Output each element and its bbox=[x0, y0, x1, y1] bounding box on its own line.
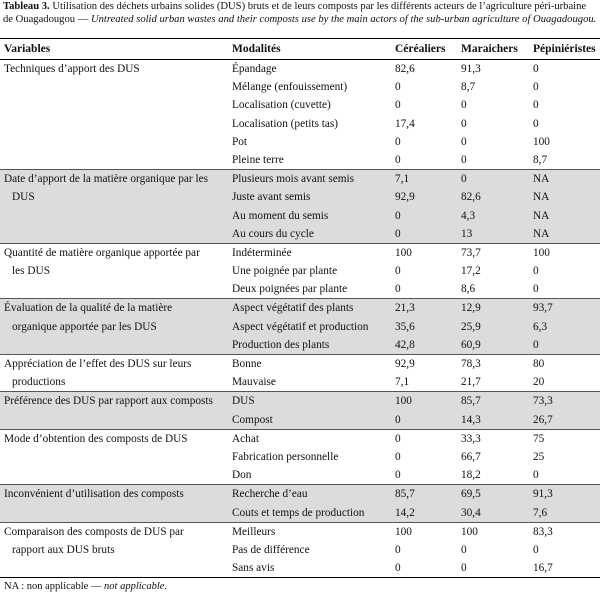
table-row bbox=[0, 485, 600, 504]
table-row bbox=[0, 280, 600, 299]
maraichers-cell: 60,9 bbox=[457, 336, 529, 355]
maraichers-cell: 78,3 bbox=[457, 355, 529, 374]
pepinieristes-cell: 0 bbox=[533, 99, 539, 112]
maraichers-cell: 85,7 bbox=[457, 392, 529, 411]
modalite-cell: Compost bbox=[228, 411, 391, 430]
maraichers-cell: 12,9 bbox=[457, 299, 529, 318]
cerealiers-cell: 92,9 bbox=[391, 188, 457, 206]
header-cerealiers: Céréaliers bbox=[391, 39, 457, 60]
table-row bbox=[0, 188, 600, 206]
cerealiers-cell: 0 bbox=[395, 153, 401, 166]
modalite-cell: Bonne bbox=[228, 355, 391, 374]
cerealiers-cell: 0 bbox=[395, 283, 401, 296]
pepinieristes-cell: 0 bbox=[533, 117, 539, 130]
pepinieristes-cell: NA bbox=[529, 188, 600, 206]
pepinieristes-cell: 25 bbox=[533, 450, 545, 463]
cerealiers-cell: 100 bbox=[391, 243, 457, 262]
modalite-cell: Épandage bbox=[232, 63, 277, 75]
table-row bbox=[0, 448, 600, 466]
footnote-en: not applicable. bbox=[104, 581, 168, 593]
empty-cell bbox=[0, 504, 228, 523]
pepinieristes-cell: 91,3 bbox=[529, 485, 600, 504]
maraichers-cell: 30,4 bbox=[457, 504, 529, 523]
pepinieristes-cell: 20 bbox=[533, 376, 545, 389]
variable-cell: Inconvénient d’utilisation des composts bbox=[0, 485, 228, 504]
maraichers-cell: 13 bbox=[457, 225, 529, 244]
maraichers-cell: 73,7 bbox=[457, 243, 529, 262]
modalite-cell: Meilleurs bbox=[228, 522, 391, 541]
maraichers-cell: 4,3 bbox=[457, 207, 529, 225]
maraichers-cell: 0 bbox=[461, 135, 467, 148]
modalite-cell: Pot bbox=[232, 135, 248, 148]
modalite-cell: Achat bbox=[228, 429, 391, 448]
data-table bbox=[0, 38, 600, 577]
modalite-cell: Localisation (cuvette) bbox=[232, 99, 331, 112]
modalite-cell: Indéterminée bbox=[228, 243, 391, 262]
table-row bbox=[0, 559, 600, 577]
modalite-cell: Couts et temps de production bbox=[228, 504, 391, 523]
caption-text-fr: Utilisation des déchets urbains solides (DUS) bruts et de leurs composts par les différents acteurs de l’agriculture péri-urbaine de Ouagadougou — bbox=[3, 1, 587, 25]
maraichers-cell: 18,2 bbox=[461, 469, 481, 482]
pepinieristes-cell: 26,7 bbox=[529, 411, 600, 430]
header-pepinieristes: Pépiniéristes bbox=[529, 39, 600, 60]
table-row bbox=[0, 262, 600, 280]
maraichers-cell: 100 bbox=[457, 522, 529, 541]
empty-cell bbox=[0, 78, 228, 96]
maraichers-cell: 25,9 bbox=[457, 318, 529, 336]
empty-cell bbox=[0, 559, 228, 577]
pepinieristes-cell: 0 bbox=[533, 543, 539, 556]
maraichers-cell: 82,6 bbox=[457, 188, 529, 206]
empty-cell bbox=[0, 280, 228, 299]
cerealiers-cell: 0 bbox=[395, 99, 401, 112]
empty-cell bbox=[0, 133, 228, 151]
pepinieristes-cell: 0 bbox=[533, 63, 539, 75]
maraichers-cell: 66,7 bbox=[461, 450, 481, 463]
table-row bbox=[0, 60, 600, 79]
pepinieristes-cell: 73,3 bbox=[529, 392, 600, 411]
variable-cell: Quantité de matière organique apportée par bbox=[0, 243, 228, 262]
cerealiers-cell: 0 bbox=[391, 411, 457, 430]
cerealiers-cell: 0 bbox=[395, 450, 401, 463]
maraichers-cell: 0 bbox=[461, 153, 467, 166]
empty-cell bbox=[0, 466, 228, 485]
table-row bbox=[0, 373, 600, 392]
empty-cell bbox=[0, 207, 228, 225]
header-variables: Variables bbox=[0, 39, 228, 60]
caption-text-en: Untreated solid urban wastes and their composts use by the main actors of the sub-urban agriculture of Ouagadougou. bbox=[90, 13, 597, 25]
cerealiers-cell: 100 bbox=[391, 392, 457, 411]
variable-cell: Comparaison des composts de DUS par bbox=[0, 522, 228, 541]
pepinieristes-cell: 0 bbox=[533, 283, 539, 296]
table-row bbox=[0, 504, 600, 523]
pepinieristes-cell: 80 bbox=[529, 355, 600, 374]
pepinieristes-cell: 0 bbox=[533, 469, 539, 482]
modalite-cell: Pleine terre bbox=[232, 153, 284, 166]
table-footnote bbox=[0, 577, 600, 595]
maraichers-cell: 0 bbox=[461, 99, 467, 112]
table-row bbox=[0, 429, 600, 448]
modalite-cell: Une poignée par plante bbox=[232, 265, 338, 278]
cerealiers-cell: 82,6 bbox=[395, 63, 415, 75]
maraichers-cell: 69,5 bbox=[457, 485, 529, 504]
maraichers-cell: 17,2 bbox=[461, 265, 481, 278]
pepinieristes-cell: NA bbox=[529, 225, 600, 244]
cerealiers-cell: 14,2 bbox=[391, 504, 457, 523]
table-row bbox=[0, 96, 600, 114]
cerealiers-cell: 92,9 bbox=[391, 355, 457, 374]
pepinieristes-cell: 93,7 bbox=[529, 299, 600, 318]
cerealiers-cell: 0 bbox=[391, 207, 457, 225]
variable-cell: Appréciation de l’effet des DUS sur leurs bbox=[0, 355, 228, 374]
variable-cell-continued bbox=[0, 188, 228, 206]
header-modalites: Modalités bbox=[228, 39, 391, 60]
modalite-cell: Juste avant semis bbox=[228, 188, 391, 206]
caption-label: Tableau 3. bbox=[3, 1, 50, 12]
variable-continuation: DUS bbox=[12, 191, 35, 204]
pepinieristes-cell: 8,7 bbox=[533, 153, 548, 166]
modalite-cell: Production des plants bbox=[228, 336, 391, 355]
cerealiers-cell: 0 bbox=[395, 81, 401, 94]
pepinieristes-cell: NA bbox=[529, 207, 600, 225]
modalite-cell: DUS bbox=[228, 392, 391, 411]
empty-cell bbox=[0, 225, 228, 244]
variable-continuation: organique apportée par les DUS bbox=[12, 320, 157, 333]
table-body bbox=[0, 60, 600, 578]
modalite-cell: Plusieurs mois avant semis bbox=[228, 170, 391, 189]
table-row bbox=[0, 466, 600, 485]
maraichers-cell: 14,3 bbox=[457, 411, 529, 430]
modalite-cell: Au moment du semis bbox=[228, 207, 391, 225]
variable-continuation: les DUS bbox=[12, 265, 50, 278]
maraichers-cell: 0 bbox=[461, 117, 467, 130]
modalite-cell: Pas de différence bbox=[232, 543, 310, 556]
table-row bbox=[0, 170, 600, 189]
variable-cell: Date d’apport de la matière organique par les bbox=[0, 170, 228, 189]
maraichers-cell: 0 bbox=[457, 170, 529, 189]
variable-continuation: productions bbox=[12, 376, 66, 389]
modalite-cell: Mélange (enfouissement) bbox=[232, 81, 348, 94]
cerealiers-cell: 0 bbox=[395, 562, 401, 575]
table-caption bbox=[0, 0, 600, 38]
table-row bbox=[0, 78, 600, 96]
table-header bbox=[0, 39, 600, 60]
variable-continuation: rapport aux DUS bruts bbox=[12, 543, 115, 556]
pepinieristes-cell: 0 bbox=[529, 336, 600, 355]
modalite-cell: Don bbox=[232, 469, 252, 482]
empty-cell bbox=[0, 411, 228, 430]
cerealiers-cell: 17,4 bbox=[395, 117, 415, 130]
variable-cell: Techniques d’apport des DUS bbox=[4, 63, 140, 75]
maraichers-cell: 0 bbox=[461, 562, 467, 575]
cerealiers-cell: 7,1 bbox=[395, 376, 410, 389]
table-row bbox=[0, 225, 600, 244]
table-row bbox=[0, 115, 600, 133]
cerealiers-cell: 85,7 bbox=[391, 485, 457, 504]
modalite-cell: Au cours du cycle bbox=[228, 225, 391, 244]
cerealiers-cell: 100 bbox=[391, 522, 457, 541]
table-row bbox=[0, 151, 600, 170]
pepinieristes-cell: 83,3 bbox=[529, 522, 600, 541]
cerealiers-cell: 0 bbox=[395, 265, 401, 278]
table-row bbox=[0, 133, 600, 151]
footnote-fr: NA : non applicable — bbox=[4, 581, 102, 593]
variable-cell: Préférence des DUS par rapport aux composts bbox=[0, 392, 228, 411]
modalite-cell: Deux poignées par plante bbox=[232, 283, 348, 296]
pepinieristes-cell: 75 bbox=[529, 429, 600, 448]
variable-cell: Évaluation de la qualité de la matière bbox=[0, 299, 228, 318]
empty-cell bbox=[0, 336, 228, 355]
pepinieristes-cell: 100 bbox=[533, 135, 550, 148]
cerealiers-cell: 21,3 bbox=[391, 299, 457, 318]
maraichers-cell: 33,3 bbox=[457, 429, 529, 448]
table-row bbox=[0, 392, 600, 411]
maraichers-cell: 8,7 bbox=[461, 81, 476, 94]
modalite-cell: Fabrication personnelle bbox=[232, 450, 339, 463]
empty-cell bbox=[0, 448, 228, 466]
modalite-cell: Aspect végétatif et production bbox=[228, 318, 391, 336]
table-row bbox=[0, 318, 600, 336]
variable-cell-continued bbox=[0, 541, 228, 559]
table-row bbox=[0, 522, 600, 541]
variable-cell: Mode d’obtention des composts de DUS bbox=[0, 429, 228, 448]
modalite-cell: Mauvaise bbox=[232, 376, 276, 389]
modalite-cell: Aspect végétatif des plants bbox=[228, 299, 391, 318]
table-row bbox=[0, 336, 600, 355]
cerealiers-cell: 42,8 bbox=[391, 336, 457, 355]
empty-cell bbox=[0, 151, 228, 170]
cerealiers-cell: 0 bbox=[395, 135, 401, 148]
cerealiers-cell: 7,1 bbox=[391, 170, 457, 189]
cerealiers-cell: 0 bbox=[395, 543, 401, 556]
table-row bbox=[0, 207, 600, 225]
maraichers-cell: 21,7 bbox=[461, 376, 481, 389]
empty-cell bbox=[0, 96, 228, 114]
header-maraichers: Maraichers bbox=[457, 39, 529, 60]
cerealiers-cell: 0 bbox=[391, 429, 457, 448]
modalite-cell: Localisation (petits tas) bbox=[232, 117, 339, 130]
pepinieristes-cell: NA bbox=[529, 170, 600, 189]
variable-cell-continued bbox=[0, 262, 228, 280]
cerealiers-cell: 0 bbox=[395, 469, 401, 482]
pepinieristes-cell: 100 bbox=[529, 243, 600, 262]
modalite-cell: Recherche d’eau bbox=[228, 485, 391, 504]
maraichers-cell: 0 bbox=[461, 543, 467, 556]
cerealiers-cell: 35,6 bbox=[391, 318, 457, 336]
maraichers-cell: 8,6 bbox=[461, 283, 476, 296]
pepinieristes-cell: 7,6 bbox=[529, 504, 600, 523]
pepinieristes-cell: 0 bbox=[533, 81, 539, 94]
table-row bbox=[0, 355, 600, 374]
variable-cell-continued bbox=[0, 373, 228, 392]
variable-cell-continued bbox=[0, 318, 228, 336]
table-row bbox=[0, 411, 600, 430]
pepinieristes-cell: 16,7 bbox=[533, 562, 553, 575]
modalite-cell: Sans avis bbox=[232, 562, 275, 575]
empty-cell bbox=[0, 115, 228, 133]
pepinieristes-cell: 0 bbox=[533, 265, 539, 278]
pepinieristes-cell: 6,3 bbox=[529, 318, 600, 336]
table-row bbox=[0, 299, 600, 318]
header-row bbox=[0, 39, 600, 60]
table-row bbox=[0, 243, 600, 262]
maraichers-cell: 91,3 bbox=[461, 63, 481, 75]
table-row bbox=[0, 541, 600, 559]
cerealiers-cell: 0 bbox=[391, 225, 457, 244]
